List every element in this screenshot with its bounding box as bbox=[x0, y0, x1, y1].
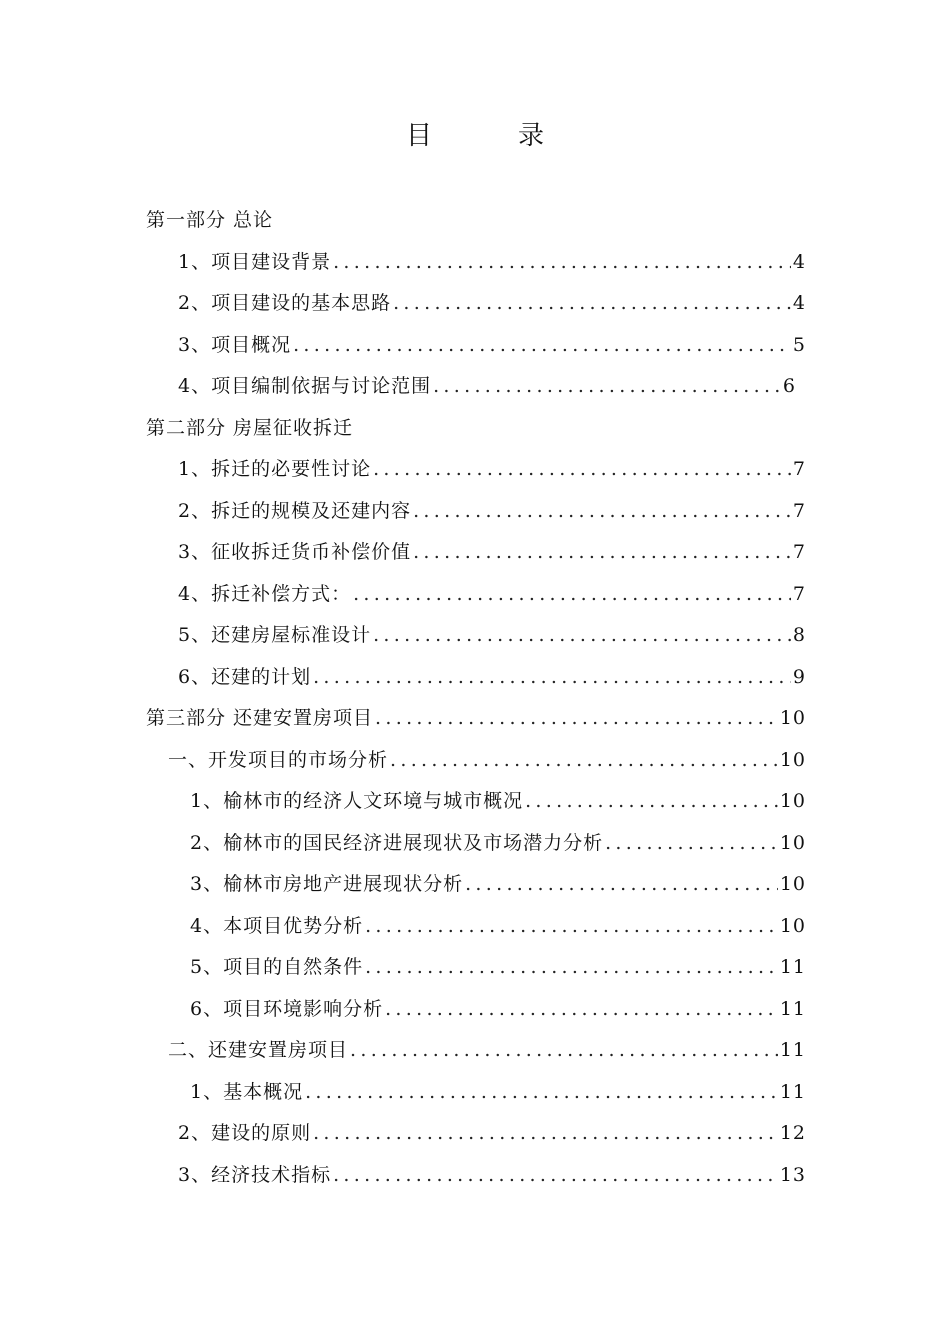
toc-leader-dots bbox=[390, 745, 778, 775]
toc-entry[interactable] bbox=[178, 579, 806, 609]
toc-part-heading[interactable] bbox=[146, 703, 806, 733]
toc-part-heading[interactable] bbox=[146, 205, 806, 235]
toc-page-number: 10 bbox=[779, 915, 806, 937]
toc-leader-dots bbox=[333, 247, 791, 277]
toc-leader-dots bbox=[465, 869, 778, 899]
toc-entry-label: 第一部分 总论 bbox=[146, 209, 274, 231]
toc-page-number: 7 bbox=[792, 500, 806, 522]
toc-leader-dots bbox=[365, 952, 778, 982]
toc-entry[interactable] bbox=[190, 1077, 806, 1107]
toc-page-number: 10 bbox=[779, 790, 806, 812]
toc-leader-dots bbox=[373, 620, 791, 650]
toc-leader-dots bbox=[413, 537, 791, 567]
toc-entry[interactable] bbox=[190, 869, 806, 899]
toc-page-number: 11 bbox=[779, 998, 806, 1020]
toc-entry[interactable] bbox=[190, 952, 806, 982]
toc-page-number: 7 bbox=[792, 583, 806, 605]
toc-section-heading[interactable] bbox=[168, 1035, 806, 1065]
toc-entry[interactable] bbox=[178, 1160, 806, 1190]
toc-entry-label: 6、项目环境影响分析 bbox=[190, 998, 384, 1020]
toc-page-number: 13 bbox=[779, 1164, 806, 1186]
toc-entry-label: 2、榆林市的国民经济进展现状及市场潜力分析 bbox=[190, 832, 604, 854]
toc-leader-dots bbox=[333, 1160, 778, 1190]
toc-entry[interactable] bbox=[190, 911, 806, 941]
toc-entry[interactable] bbox=[178, 1118, 806, 1148]
toc-entry[interactable] bbox=[178, 330, 806, 360]
toc-entry-label: 二、还建安置房项目 bbox=[168, 1039, 349, 1061]
toc-page-number: 10 bbox=[779, 749, 806, 771]
toc-entry-label: 6、还建的计划 bbox=[178, 666, 312, 688]
toc-entry-label: 5、项目的自然条件 bbox=[190, 956, 364, 978]
toc-leader-dots bbox=[525, 786, 778, 816]
toc-entry-label: 2、项目建设的基本思路 bbox=[178, 292, 392, 314]
toc-leader-dots bbox=[605, 828, 778, 858]
toc-entry[interactable] bbox=[178, 371, 796, 401]
toc-entry-label: 1、榆林市的经济人文环境与城市概况 bbox=[190, 790, 524, 812]
toc-entry-label: 3、项目概况 bbox=[178, 334, 292, 356]
toc-page-number: 12 bbox=[779, 1122, 806, 1144]
toc-entry-label: 3、征收拆迁货币补偿价值 bbox=[178, 541, 412, 563]
toc-leader-dots bbox=[305, 1077, 778, 1107]
toc-entry[interactable] bbox=[178, 247, 806, 277]
toc-entry-label: 2、建设的原则 bbox=[178, 1122, 312, 1144]
toc-page-number: 5 bbox=[792, 334, 806, 356]
toc-entry[interactable] bbox=[190, 994, 806, 1024]
toc-entry-label: 第三部分 还建安置房项目 bbox=[146, 707, 374, 729]
toc-entry[interactable] bbox=[178, 496, 806, 526]
toc-page-number: 10 bbox=[779, 832, 806, 854]
toc-entry[interactable] bbox=[190, 786, 806, 816]
toc-part-heading[interactable] bbox=[146, 413, 806, 443]
toc-entry-label: 2、拆迁的规模及还建内容 bbox=[178, 500, 412, 522]
toc-page-number: 10 bbox=[779, 707, 806, 729]
toc-entry[interactable] bbox=[178, 620, 806, 650]
toc-entry-label: 1、项目建设背景 bbox=[178, 251, 332, 273]
toc-leader-dots bbox=[353, 579, 791, 609]
toc-page-number: 11 bbox=[779, 1039, 806, 1061]
toc-entry-label: 4、拆迁补偿方式： bbox=[178, 583, 352, 605]
toc-leader-dots bbox=[393, 288, 791, 318]
toc-leader-dots bbox=[313, 1118, 778, 1148]
toc-entry[interactable] bbox=[190, 828, 806, 858]
toc-page-number: 10 bbox=[779, 873, 806, 895]
toc-page-number: 7 bbox=[792, 541, 806, 563]
toc-leader-dots bbox=[365, 911, 778, 941]
toc-entry[interactable] bbox=[178, 454, 806, 484]
toc-entry-label: 1、拆迁的必要性讨论 bbox=[178, 458, 372, 480]
toc-entry-label: 1、基本概况 bbox=[190, 1081, 304, 1103]
toc-entry[interactable] bbox=[178, 662, 806, 692]
toc-leader-dots bbox=[413, 496, 791, 526]
toc-leader-dots bbox=[375, 703, 778, 733]
toc-page-number: 4 bbox=[792, 292, 806, 314]
toc-leader-dots bbox=[373, 454, 791, 484]
toc-entry-label: 3、榆林市房地产进展现状分析 bbox=[190, 873, 464, 895]
toc-section-heading[interactable] bbox=[168, 745, 806, 775]
toc-page-number: 4 bbox=[792, 251, 806, 273]
toc-entry-label: 4、项目编制依据与讨论范围 bbox=[178, 375, 432, 397]
toc-leader-dots bbox=[293, 330, 791, 360]
toc-page-number: 11 bbox=[779, 1081, 806, 1103]
toc-leader-dots bbox=[350, 1035, 778, 1065]
toc-entry-label: 一、开发项目的市场分析 bbox=[168, 749, 389, 771]
toc-page-number: 11 bbox=[779, 956, 806, 978]
toc-entry[interactable] bbox=[178, 537, 806, 567]
toc-page-number: 6 bbox=[782, 375, 796, 397]
toc-leader-dots bbox=[313, 662, 791, 692]
toc-page-number: 9 bbox=[792, 666, 806, 688]
page-title: 目 录 bbox=[405, 121, 574, 151]
toc-page-number: 8 bbox=[792, 624, 806, 646]
toc-entry[interactable] bbox=[178, 288, 806, 318]
toc-leader-dots bbox=[385, 994, 778, 1024]
toc-entry-label: 4、本项目优势分析 bbox=[190, 915, 364, 937]
toc-entry-label: 5、还建房屋标准设计 bbox=[178, 624, 372, 646]
toc-entry-label: 第二部分 房屋征收拆迁 bbox=[146, 417, 354, 439]
toc-leader-dots bbox=[433, 371, 781, 401]
toc-page-number: 7 bbox=[792, 458, 806, 480]
toc-entry-label: 3、经济技术指标 bbox=[178, 1164, 332, 1186]
